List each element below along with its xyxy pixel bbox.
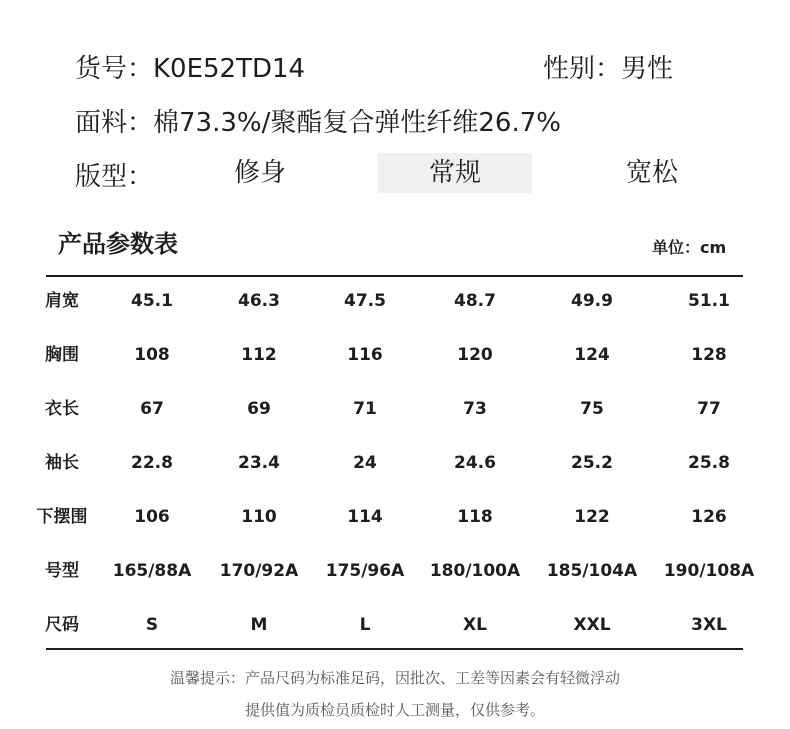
table-cell: 124 — [574, 345, 610, 365]
table-row — [0, 610, 790, 640]
table-cell: 170/92A — [219, 561, 299, 581]
table-cell: 112 — [241, 345, 277, 365]
table-cell: 128 — [691, 345, 727, 365]
row-label: 胸围 — [45, 345, 79, 365]
table-cell: 24.6 — [454, 453, 496, 473]
table-cell: 48.7 — [454, 291, 496, 311]
table-cell: 24 — [353, 453, 377, 473]
unit-label: 单位：cm — [652, 238, 727, 257]
table-cell: 67 — [140, 399, 164, 419]
table-cell: 3XL — [691, 615, 727, 635]
table-cell: 122 — [574, 507, 610, 527]
table-cell: 108 — [134, 345, 170, 365]
table-row — [0, 448, 790, 478]
row-label: 号型 — [45, 561, 79, 581]
table-cell: 116 — [347, 345, 383, 365]
table-cell: XXL — [573, 615, 611, 635]
table-cell: 114 — [347, 507, 383, 527]
gender: 性别：男性 — [543, 54, 674, 84]
table-cell: L — [359, 615, 371, 635]
table-cell: 69 — [247, 399, 271, 419]
table-row — [0, 502, 790, 532]
table-cell: S — [145, 615, 159, 635]
table-cell: 22.8 — [131, 453, 173, 473]
table-row — [0, 286, 790, 316]
table-cell: 110 — [241, 507, 277, 527]
table-cell: 180/100A — [429, 561, 521, 581]
table-cell: 51.1 — [688, 291, 730, 311]
row-label: 袖长 — [45, 453, 79, 473]
table-row — [0, 394, 790, 424]
table-title: 产品参数表 — [58, 230, 178, 258]
table-cell: 185/104A — [546, 561, 638, 581]
table-cell: 126 — [691, 507, 727, 527]
table-cell: 49.9 — [571, 291, 613, 311]
table-cell: 106 — [134, 507, 170, 527]
note-line-2: 提供值为质检员质检时人工测量，仅供参考。 — [244, 701, 545, 719]
table-row — [0, 556, 790, 586]
table-cell: 45.1 — [131, 291, 173, 311]
fit-label: 版型： — [75, 162, 154, 192]
table-top-rule — [46, 275, 743, 277]
row-label: 尺码 — [45, 615, 79, 635]
table-cell: 23.4 — [238, 453, 280, 473]
table-cell: 165/88A — [112, 561, 192, 581]
fit-option-slim: 修身 — [233, 158, 286, 188]
table-bottom-rule — [46, 648, 743, 650]
table-cell: 47.5 — [344, 291, 386, 311]
table-cell: M — [250, 615, 268, 635]
table-cell: 77 — [697, 399, 721, 419]
material: 面料：棉73.3%/聚酯复合弹性纤维26.7% — [75, 108, 561, 138]
row-label: 下摆围 — [36, 507, 88, 527]
table-cell: 46.3 — [238, 291, 280, 311]
table-cell: 120 — [457, 345, 493, 365]
table-cell: 25.8 — [688, 453, 730, 473]
row-label: 衣长 — [45, 399, 79, 419]
table-cell: 73 — [463, 399, 487, 419]
fit-option-loose: 宽松 — [625, 158, 678, 188]
note-line-1: 温馨提示：产品尺码为标准足码，因批次、工差等因素会有轻微浮动 — [169, 669, 620, 687]
table-cell: 71 — [353, 399, 377, 419]
fit-option-regular: 常规 — [378, 153, 532, 193]
item-number: 货号：K0E52TD14 — [75, 54, 306, 84]
table-cell: 75 — [580, 399, 604, 419]
table-cell: 118 — [457, 507, 493, 527]
table-cell: 25.2 — [571, 453, 613, 473]
row-label: 肩宽 — [45, 291, 79, 311]
table-row — [0, 340, 790, 370]
table-cell: XL — [463, 615, 487, 635]
table-cell: 190/108A — [663, 561, 755, 581]
table-cell: 175/96A — [325, 561, 405, 581]
